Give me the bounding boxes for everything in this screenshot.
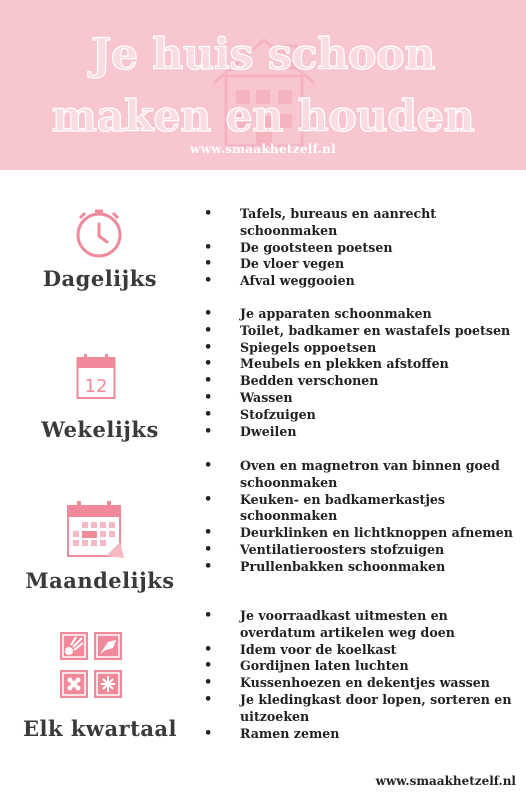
list-item: • Je apparaten schoonmaken [206,306,522,323]
section-title-wekelijks: Wekelijks [41,417,159,442]
list-item: • Idem voor de koelkast [206,642,522,659]
list-item: • Bedden verschonen [206,373,522,390]
task-list-elk-kwartaal [206,608,522,742]
list-item: • Stofzuigen [206,407,522,424]
header-website: www.smaakhetzelf.nl [189,142,337,156]
calendar-day-icon [76,354,116,400]
task-list-maandelijks [206,458,522,576]
task-list-wekelijks [206,306,522,440]
header-banner [0,0,526,170]
list-item: • Deurklinken en lichtknoppen afnemen [206,525,522,542]
list-item: • Prullenbakken schoonmaken [206,559,522,576]
section-title-maandelijks: Maandelijks [25,568,175,593]
list-item: • Afval weggooien [206,273,522,290]
calendar-day-number: 12 [84,376,108,397]
list-item: • De vloer vegen [206,256,522,273]
calendar-month-icon [66,500,126,560]
sun-icon [60,632,88,660]
list-item: • Wassen [206,390,522,407]
snowflake-icon [94,670,122,698]
list-item: • Dweilen [206,424,522,441]
list-item: • Spiegels oppoetsen [206,340,522,357]
section-title-dagelijks: Dagelijks [42,266,158,291]
list-item: • Tafels, bureaus en aanrecht schoonmaken [206,206,522,240]
list-item: • Oven en magnetron van binnen goed schoonmaken [206,458,522,492]
list-item: • Gordijnen laten luchten [206,658,522,675]
list-item: • Kussenhoezen en dekentjes wassen [206,675,522,692]
leaf-icon [94,632,122,660]
list-item: • Ramen zemen [206,726,522,743]
list-item: • De gootsteen poetsen [206,240,522,257]
list-item: • Meubels en plekken afstoffen [206,356,522,373]
page-title-line-2: maken en houden [51,92,475,142]
task-list-dagelijks [206,206,522,290]
footer-website: www.smaakhetzelf.nl [375,774,516,788]
list-item: • Je kledingkast door lopen, sorteren en uitzoeken [206,692,522,726]
section-title-elk-kwartaal: Elk kwartaal [22,716,178,741]
list-item: • Toilet, badkamer en wastafels poetsen [206,323,522,340]
list-item: • Keuken- en badkamerkastjes schoonmaken [206,492,522,526]
page-title-line-1: Je huis schoon [91,30,435,80]
list-item: • Ventilatieroosters stofzuigen [206,542,522,559]
seasons-icon [58,630,124,702]
flower-icon [60,670,88,698]
list-item: • Je voorraadkast uitmesten en overdatum artikelen weg doen [206,608,522,642]
alarm-clock-icon [72,204,126,260]
